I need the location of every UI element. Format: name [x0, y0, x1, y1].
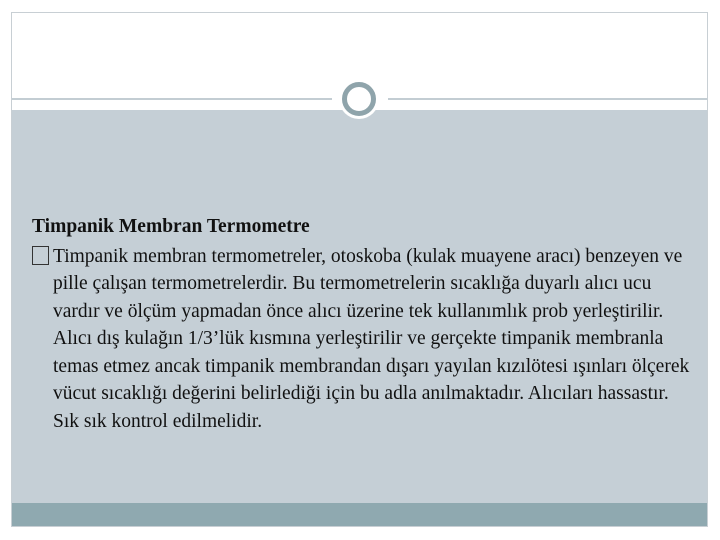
footer-bar — [12, 503, 707, 526]
slide-heading: Timpanik Membran Termometre — [32, 216, 310, 237]
missing-glyph-bullet-icon — [32, 246, 49, 265]
paragraph-text: Timpanik membran termometreler, otoskoba (kulak muayene aracı) benzeyen ve pille çalışan termometrelerdir. Bu termometrelerin sıcaklığa duyarlı alıcı ucu vardır ve ölçüm yapmadan önce alıcı üzerine tek kullanımlık prob yerleştirilir. Alıcı dış kulağın 1/3’lük kısmına yerleştirilir ve gerçekte timpanik membranla temas etmez ancak timpanik membrandan dışarı yayılan kızılötesi ışınları ölçerek vücut sıcaklığı değerini belirlediği için bu adla anılmaktadır. Alıcıları hassastır. Sık sık kontrol edilmelidir. — [53, 245, 690, 432]
slide-content — [32, 213, 692, 435]
bullet-paragraph — [32, 243, 692, 436]
circle-ornament-icon — [342, 82, 376, 116]
